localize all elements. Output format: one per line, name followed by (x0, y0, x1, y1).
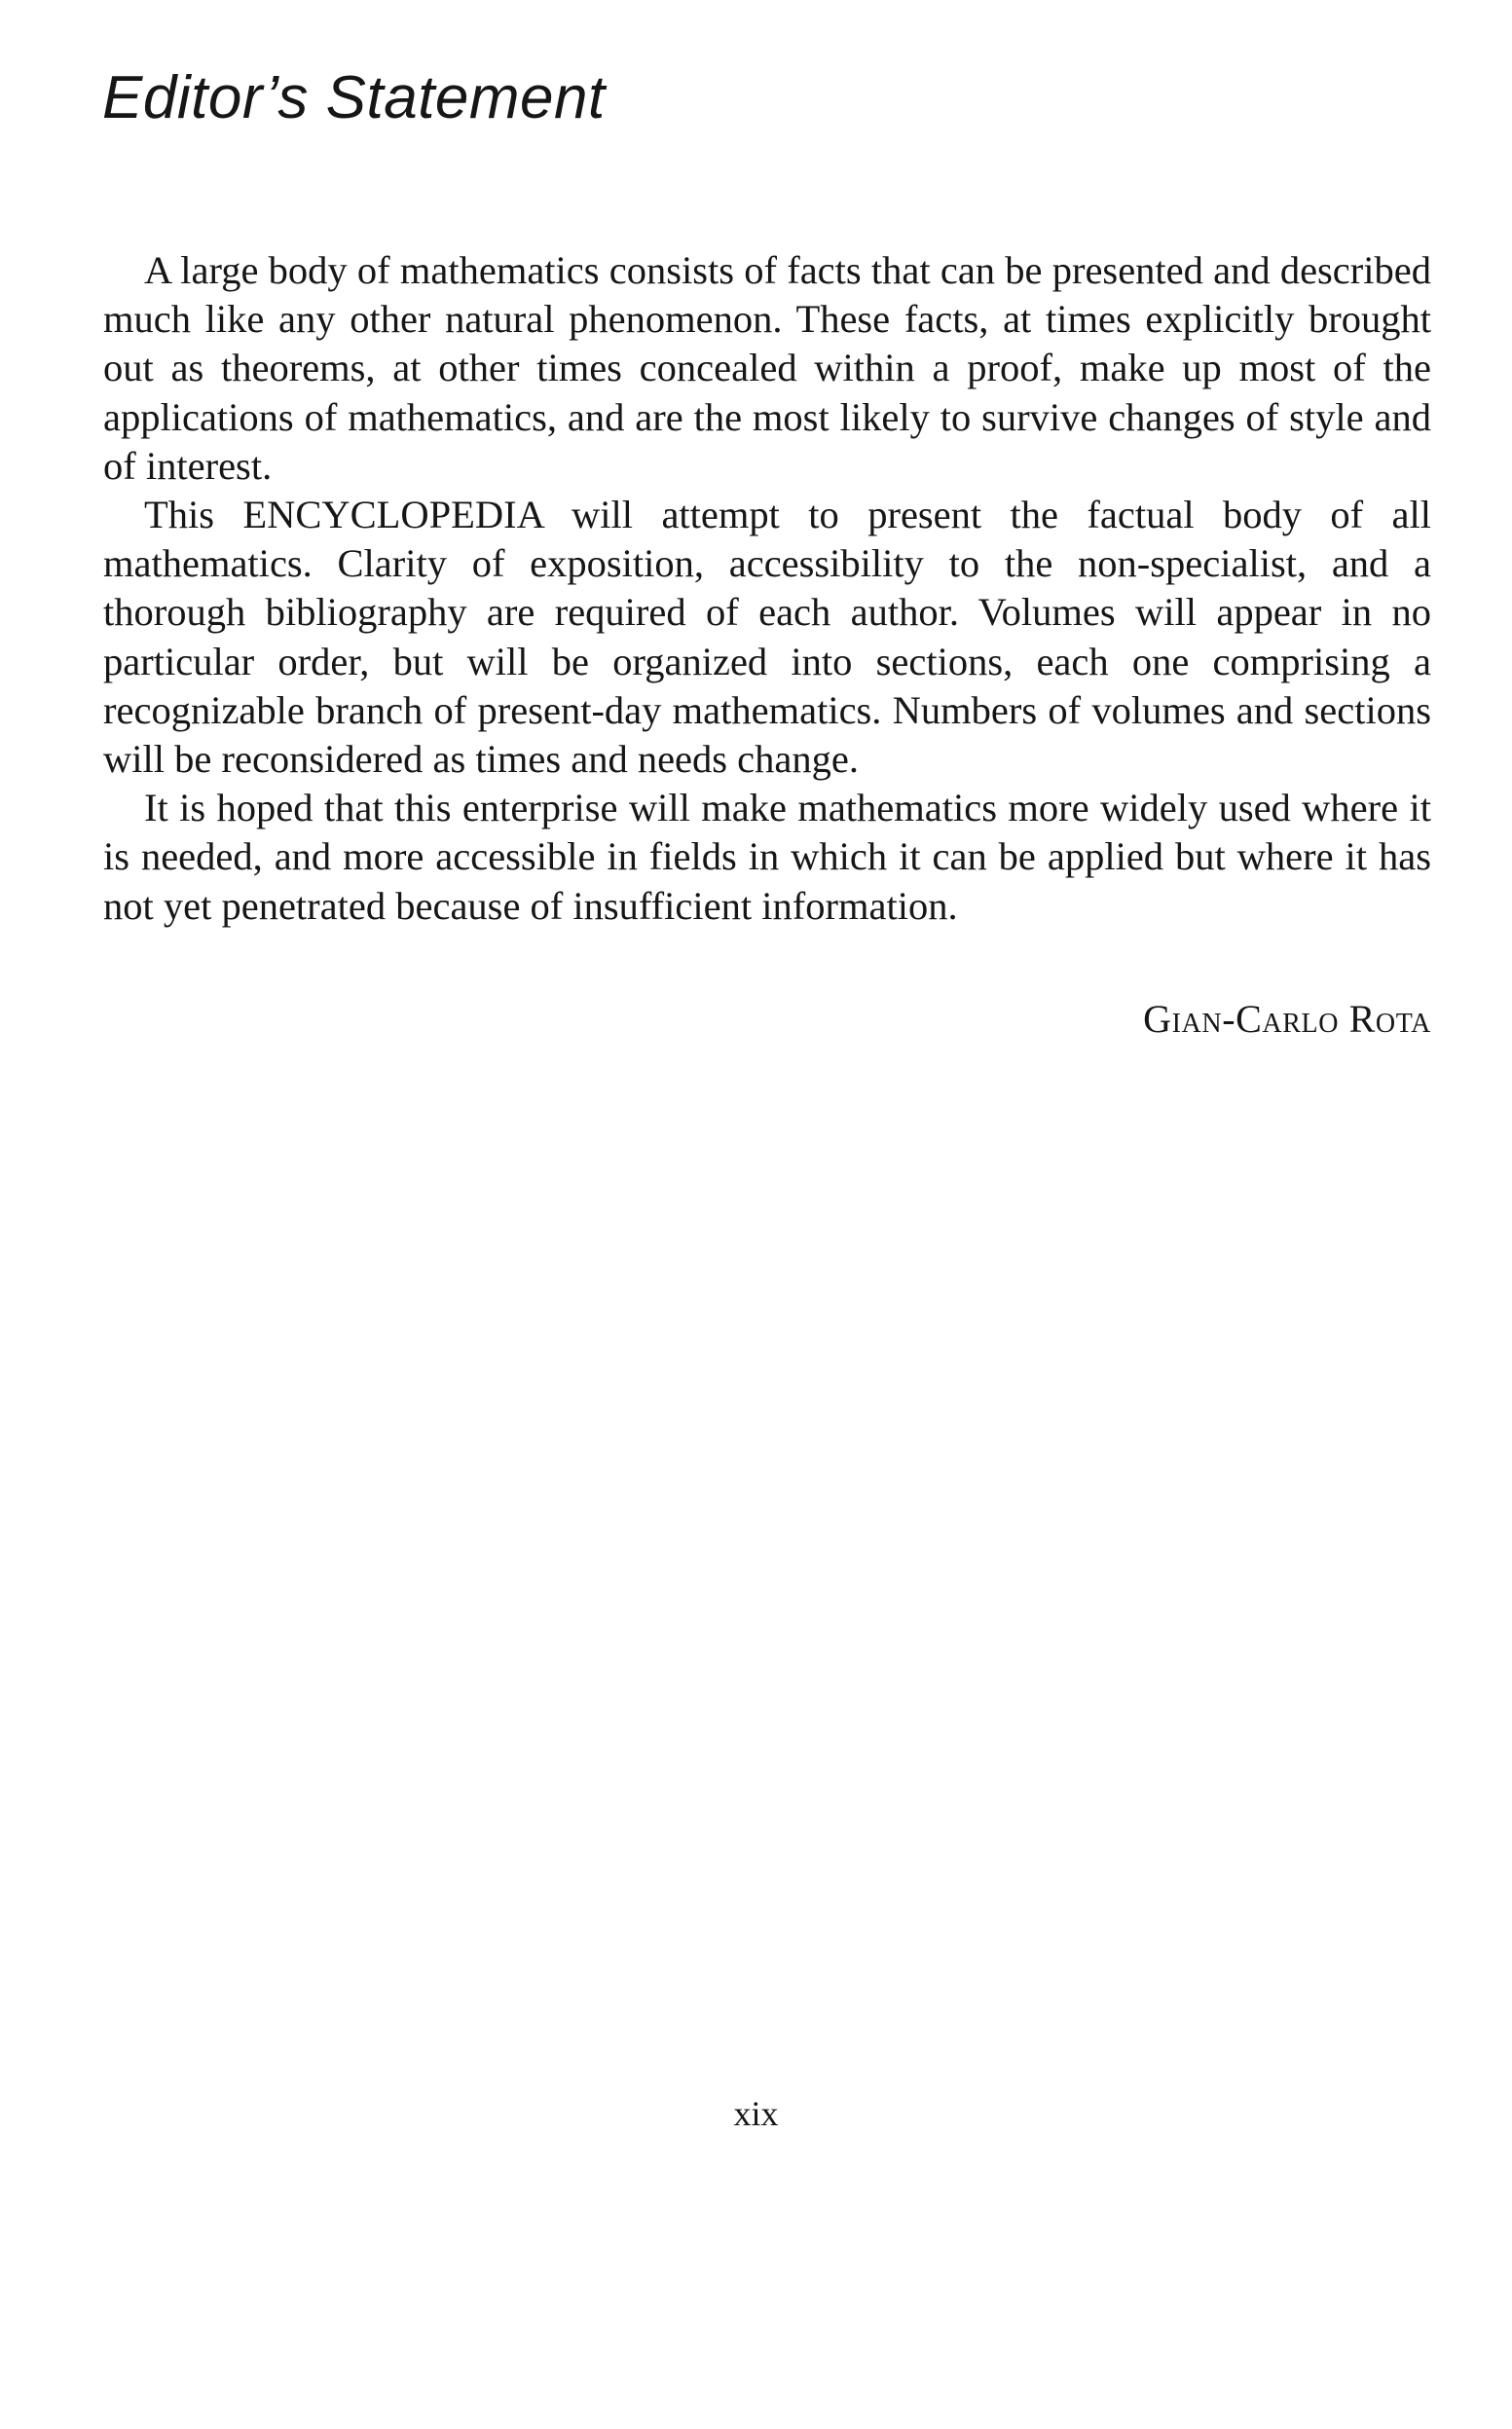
editor-signature: Gian-Carlo Rota (1143, 997, 1431, 1041)
page-number: xix (733, 2094, 779, 2133)
paragraph-2: This ENCYCLOPEDIA will attempt to present the factual body of all mathematics. Clarity of exposition, accessibility to the non-specialist, and a thorough bibliography are required of each author. Volumes will appear in no particular order, but will be organized into sections, each one comprising a recognizable branch of present-day mathematics. Numbers of volumes and sections will be reconsidered as times and needs change. (103, 493, 1431, 782)
page-title: Editor’s Statement (102, 64, 606, 131)
paragraph-1: A large body of mathematics consists of facts that can be presented and described much like any other natural phenomenon. These facts, at times explicitly brought out as theorems, at other times concealed within a proof, make up most of the applications of mathematics, and are the most likely to survive changes of style and of interest. (103, 248, 1431, 488)
statement-body (103, 246, 1431, 931)
paragraph-3: It is hoped that this enterprise will make mathematics more widely used where it is needed, and more accessible in fields in which it can be applied but where it has not yet penetrated because of insufficient information. (103, 786, 1431, 928)
